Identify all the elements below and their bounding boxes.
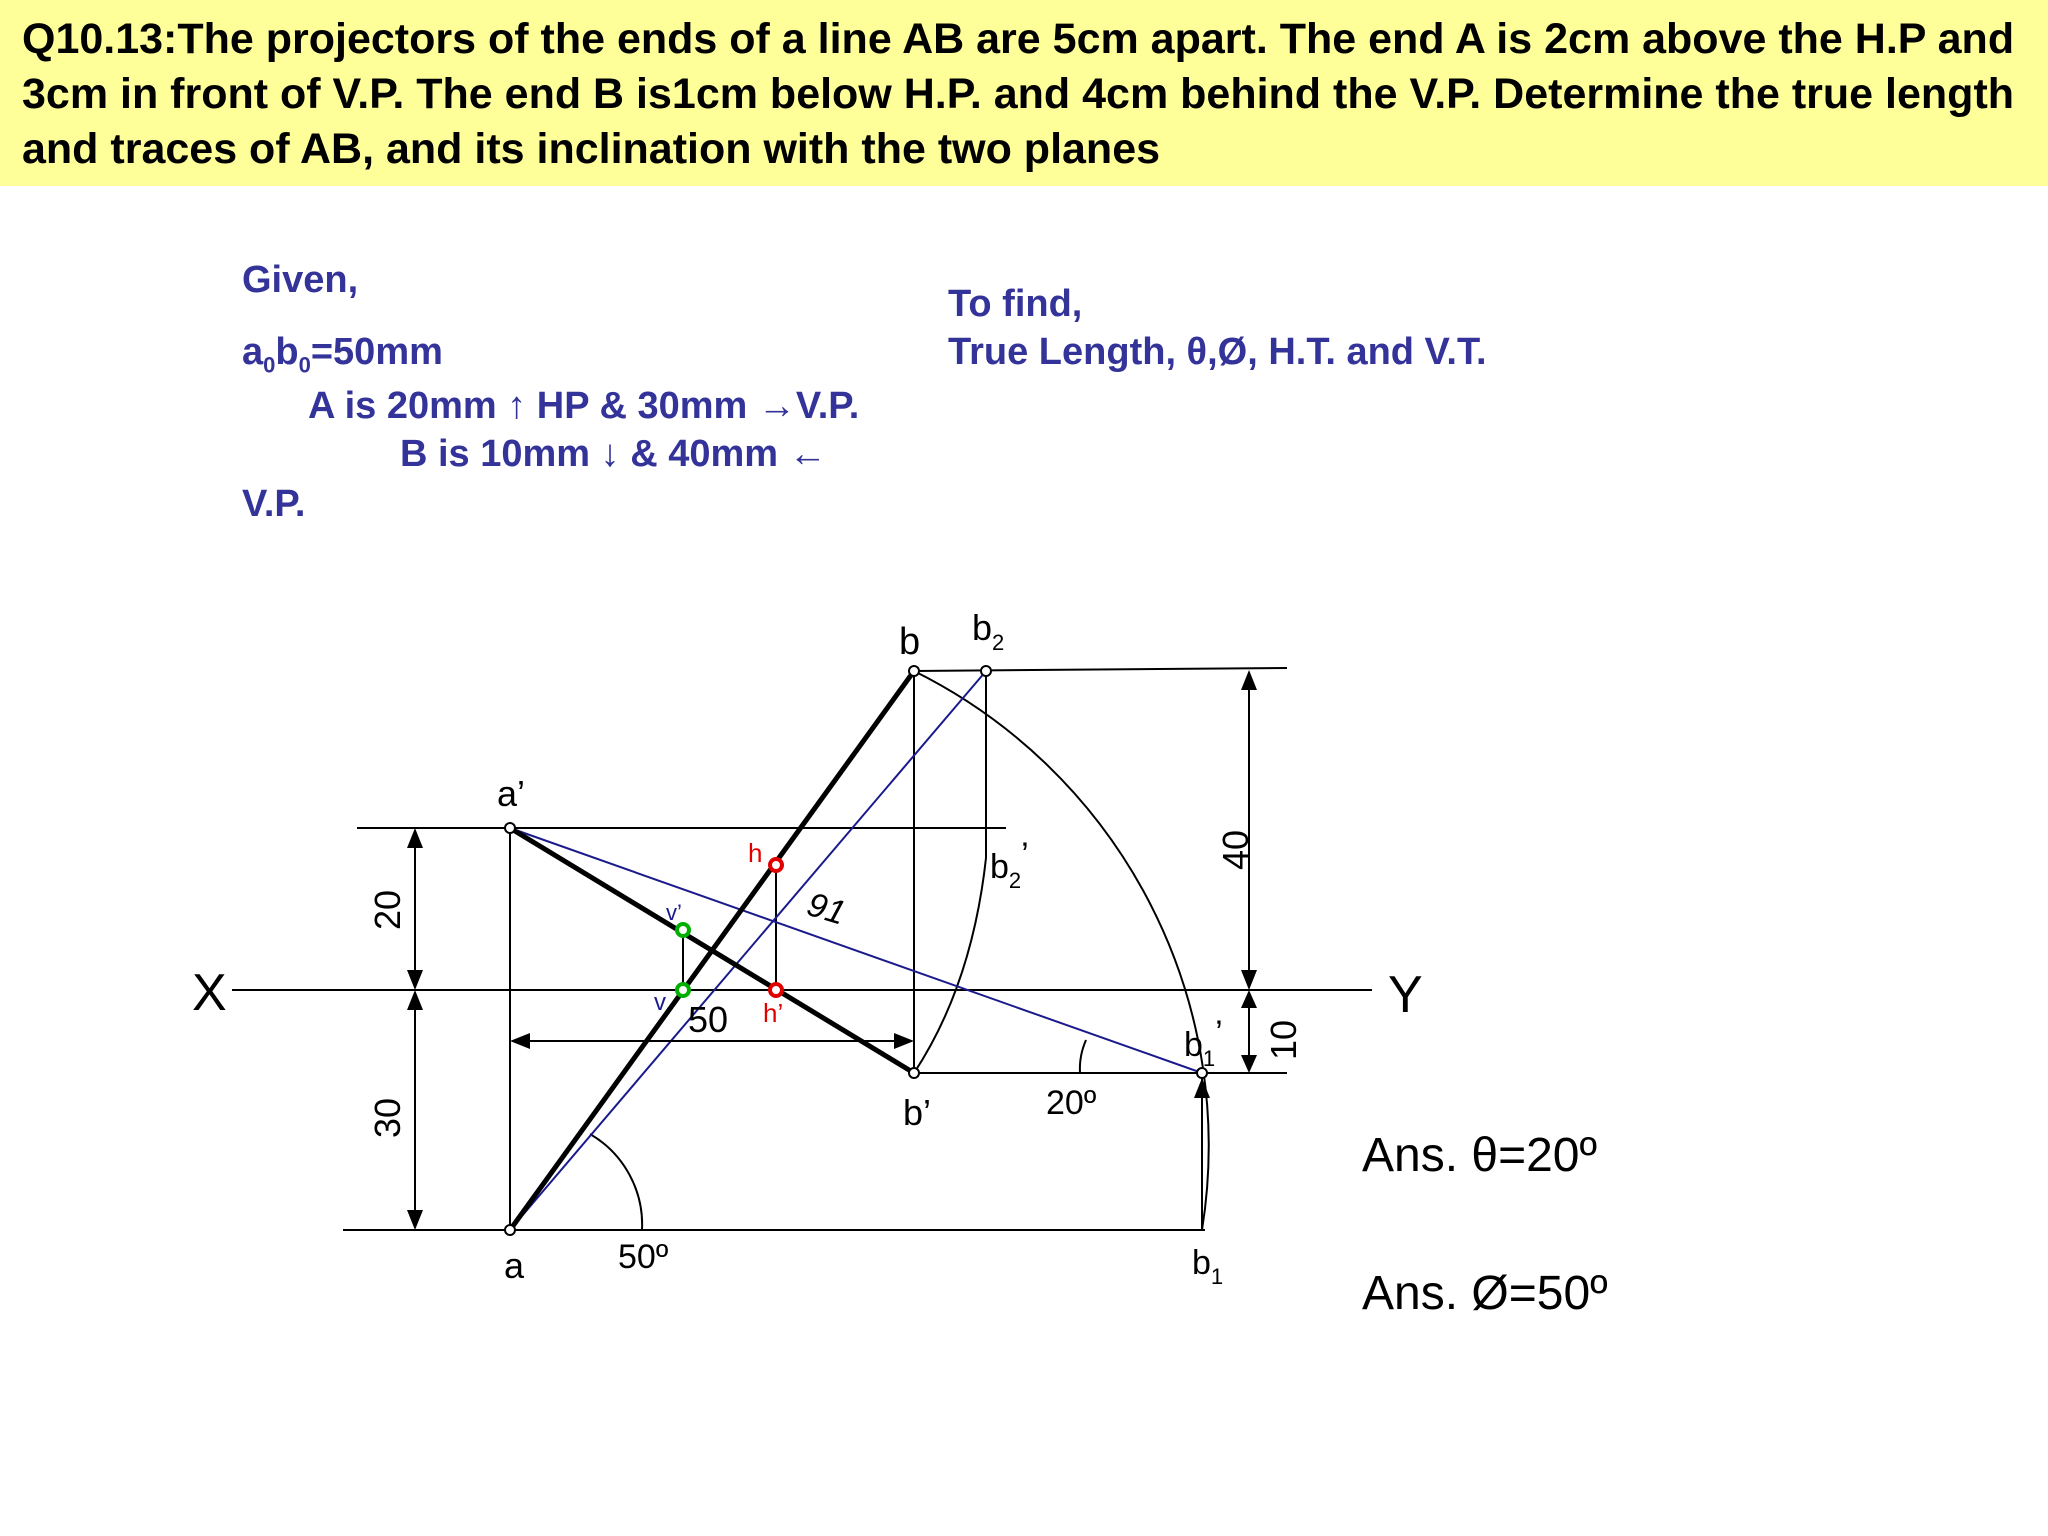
question-text: Q10.13:The projectors of the ends of a line AB are 5cm apart. The end A is 2cm above the H.P and 3cm in front of V.P. The end B is1cm below H.P. and 4cm behind the V.P. Determine the true length and traces of AB, and its inclination with the two planes xyxy=(22,15,2015,173)
given-b: b xyxy=(275,331,299,373)
point-h-prime xyxy=(770,984,782,996)
label-h: h xyxy=(748,838,763,868)
dim-text-10: 10 xyxy=(1263,1019,1304,1060)
dimension-40 xyxy=(1215,670,1257,990)
arc-b-to-b1 xyxy=(914,671,1209,1230)
locus-b xyxy=(914,668,1287,671)
to-find-heading: To find, xyxy=(948,283,1083,325)
arrow-b1-up xyxy=(1194,1078,1210,1098)
dimension-30 xyxy=(367,990,423,1230)
label-b2: $b_2$ xyxy=(972,607,1005,655)
given-point-b: B is 10mm ↓ & 40mm ← xyxy=(400,433,827,475)
given-point-a: A is 20mm ↑ HP & 30mm →V.P. xyxy=(308,385,860,427)
label-v-prime: v’ xyxy=(666,900,682,925)
given-vp: V.P. xyxy=(242,483,306,525)
label-b-prime: b’ xyxy=(903,1092,932,1133)
dimension-10 xyxy=(1241,990,1304,1073)
dimension-20 xyxy=(367,828,423,990)
point-b-prime xyxy=(909,1068,919,1078)
label-b2-prime: $b_2$’ xyxy=(990,836,1029,893)
point-a-prime xyxy=(505,823,515,833)
given-a: a xyxy=(242,331,264,373)
given-a-sub: 0 xyxy=(263,352,276,378)
to-find-items: True Length, θ,Ø, H.T. and V.T. xyxy=(948,331,1487,373)
label-a: a xyxy=(504,1245,525,1286)
dimension-50 xyxy=(510,999,914,1049)
dim-text-50: 50 xyxy=(688,999,729,1040)
dim-text-20: 20 xyxy=(367,889,408,930)
dim-text-30: 30 xyxy=(367,1097,408,1138)
label-y: Y xyxy=(1388,966,1423,1024)
angle-arc-theta xyxy=(1080,1040,1086,1073)
label-b1-prime: $b_1$’ xyxy=(1184,1014,1223,1071)
label-h-prime: h’ xyxy=(763,998,784,1028)
label-b: b xyxy=(899,621,921,663)
point-b2 xyxy=(981,666,991,676)
point-b xyxy=(909,666,919,676)
point-a xyxy=(505,1225,515,1235)
label-v: v xyxy=(654,989,666,1016)
given-heading: Given, xyxy=(242,259,359,301)
given-b-sub: 0 xyxy=(298,352,311,378)
label-angle-theta: 20º xyxy=(1046,1084,1097,1122)
answer-theta: Ans. θ=20º xyxy=(1362,1129,1598,1182)
point-v-prime xyxy=(677,924,689,936)
answer-phi: Ans. Ø=50º xyxy=(1362,1267,1608,1320)
label-true-length: 91 xyxy=(802,885,850,933)
given-value: =50mm xyxy=(310,331,443,373)
label-x: X xyxy=(192,964,227,1022)
angle-arc-phi xyxy=(590,1134,642,1230)
dim-text-40: 40 xyxy=(1215,829,1256,870)
point-h xyxy=(770,859,782,871)
label-angle-phi: 50º xyxy=(618,1238,669,1276)
label-a-prime: a’ xyxy=(497,773,526,814)
label-b1: $b_1$ xyxy=(1192,1244,1224,1289)
arc-b2prime-to-bprime xyxy=(914,858,986,1073)
point-v xyxy=(677,984,689,996)
